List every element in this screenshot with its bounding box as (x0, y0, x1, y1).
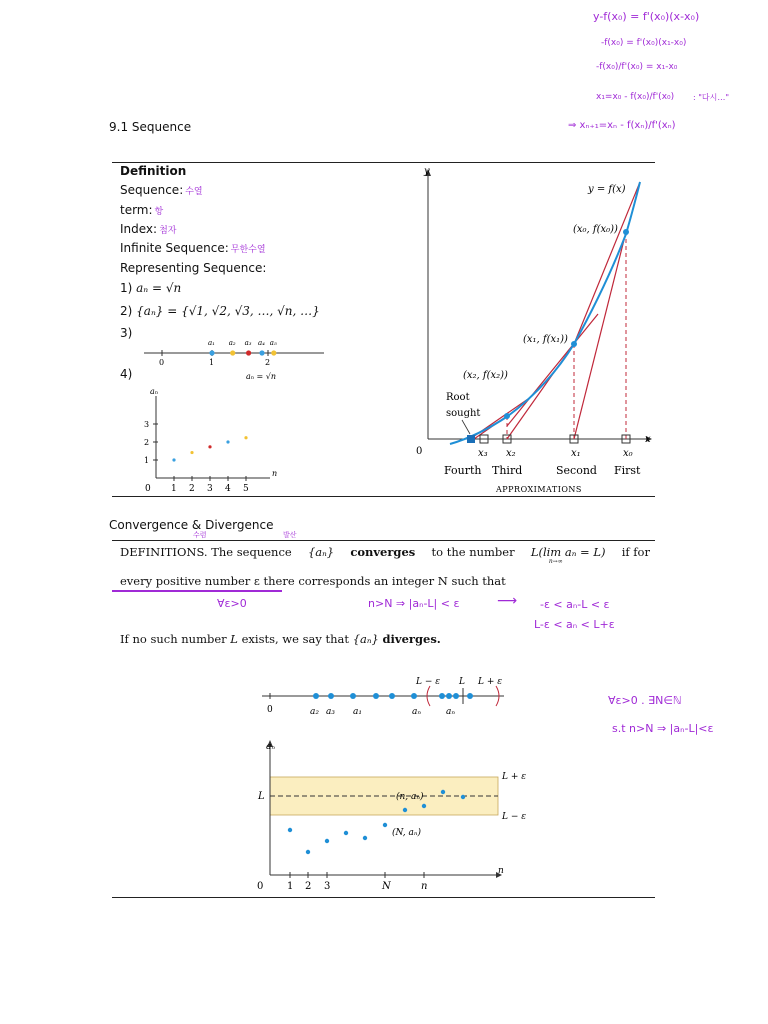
note-newton-formula: ⇒ xₙ₊₁=xₙ - f(xₙ)/f'(xₙ) (568, 120, 676, 131)
conv-numline-below-label: aₙ (446, 707, 456, 717)
item-4-num: 4) (120, 367, 133, 381)
conv-numline-labels-above (415, 677, 502, 687)
minigraph-ytick-label: 3 (144, 420, 150, 429)
def-seq-symbol: {aₙ} (307, 545, 335, 559)
newton-x-axis-label: x (645, 434, 651, 445)
annot-divergence: 발산 (283, 531, 297, 539)
minigraph-xtick-label: 4 (225, 484, 231, 494)
div-mid: exists, we say that (241, 632, 350, 646)
annot-convergence: 수렴 (193, 531, 207, 539)
conv-xtick-label: 0 (257, 881, 264, 892)
newton-curve-label: y = f(x) (588, 184, 626, 195)
conv-graph-L: L (258, 791, 265, 802)
sequence-line (120, 183, 203, 197)
def-limit-L: L (530, 545, 539, 559)
note-inequality-2: L-ε < aₙ < L+ε (534, 618, 615, 631)
definition-underline (112, 590, 282, 592)
newton-y-axis-label: y (424, 166, 430, 177)
conv-numline-point (373, 693, 379, 699)
definition-bottom-rule (112, 496, 655, 497)
item-2-num: 2) (120, 304, 133, 318)
definition-text-line-2: every positive number ε there corresponds an integer N such that (120, 574, 506, 588)
minigraph-points (172, 436, 247, 461)
conv-graph-point (422, 804, 426, 808)
newton-ordinal: First (614, 464, 641, 477)
term-line (120, 203, 163, 217)
numline-tick-0: 0 (159, 358, 165, 367)
newton-method-figure (408, 164, 656, 496)
def-limit-expr: (lim aₙ = L) (538, 545, 606, 559)
def-limit-sub: n→∞ (548, 558, 563, 565)
index-line (120, 222, 176, 236)
conv-graph-point-n: (n, aₙ) (396, 792, 424, 802)
conv-xtick-label: 2 (305, 881, 312, 892)
numline-labels (208, 339, 277, 347)
conv-graph-point (306, 850, 310, 854)
minigraph-xtick-label: 5 (243, 484, 249, 494)
sqrt-number-line (140, 333, 330, 385)
minigraph-point-2 (190, 451, 193, 454)
minigraph-point-1 (172, 458, 175, 461)
note-step-1: -f(x₀) = f'(x₀)(x₁-x₀) (601, 38, 687, 48)
conv-numline-above-label: L − ε (416, 677, 441, 687)
minigraph-point-4 (226, 440, 229, 443)
sqrt-mini-graph (142, 388, 292, 496)
conv-graph-point (344, 831, 348, 835)
conv-numline-point (467, 693, 473, 699)
index-label: Index: (120, 222, 158, 236)
note-step-3-comment: : "다시…" (693, 93, 730, 102)
div-seq: {aₙ} (352, 632, 379, 646)
conv-graph-ylabel: aₙ (266, 742, 276, 752)
conv-graph-point-N: (N, aₙ) (392, 828, 422, 838)
tangent-line-0 (574, 232, 626, 439)
note-inequality-1: -ε < aₙ-L < ε (540, 598, 610, 611)
conv-numline-point (411, 693, 417, 699)
numline-tick-2: 2 (265, 358, 271, 367)
side-note-1: ∀ε>0 . ∃N∈ℕ (608, 694, 682, 707)
newton-point-0 (623, 229, 629, 235)
minigraph-point-3 (208, 445, 211, 448)
minigraph-xticks (145, 476, 249, 494)
newton-ordinal: Third (492, 464, 523, 477)
newton-caption: APPROXIMATIONS (496, 485, 582, 494)
note-forall-epsilon: ∀ε>0 (217, 597, 247, 610)
newton-point-0-label: (x₀, f(x₀)) (573, 224, 618, 235)
definition-text-line-3 (120, 632, 441, 646)
convergence-graph (250, 735, 527, 895)
newton-root-label-2: sought (446, 408, 481, 419)
newton-xticks (478, 448, 633, 459)
infinite-line (120, 241, 266, 255)
item-2-expr: {aₙ} = {√1, √2, √3, …, √n, …} (136, 304, 320, 318)
numline-tick-1: 1 (209, 358, 215, 367)
section-title: 9.1 Sequence (109, 120, 192, 134)
newton-xtick: x₂ (506, 448, 516, 459)
conv-numline-point (453, 693, 459, 699)
conv-numline-labels-below (310, 707, 455, 717)
numline-label-a1: a₁ (208, 339, 215, 347)
conv-numline-point (446, 693, 452, 699)
newton-ordinals (444, 464, 641, 477)
numline-point-a4 (259, 350, 264, 355)
side-note-2: s.t n>N ⇒ |aₙ-L|<ε (612, 722, 714, 735)
newton-point-1 (571, 341, 577, 347)
infinite-label: Infinite Sequence: (120, 241, 229, 255)
representing-label: Representing Sequence: (120, 261, 267, 275)
conv-graph-point (363, 836, 367, 840)
newton-point-2 (504, 413, 510, 419)
newton-xtick: x₃ (478, 448, 488, 459)
numline-point-a2 (230, 350, 235, 355)
conv-numline-point (328, 693, 334, 699)
item-1-expr: aₙ = √n (136, 281, 182, 295)
minigraph-xtick-label: 3 (207, 484, 213, 494)
term-label: term: (120, 203, 153, 217)
conv-graph-lower: L − ε (502, 812, 527, 822)
note-step-3: x₁=x₀ - f(x₀)/f'(x₀) (596, 92, 675, 102)
note-implies: n>N ⇒ |aₙ-L| < ε (368, 597, 460, 610)
conv-graph-point (288, 828, 292, 832)
minigraph-xtick-label: 1 (171, 484, 177, 494)
newton-origin: 0 (416, 446, 423, 457)
index-note: 첨자 (159, 226, 177, 236)
minigraph-ytick-label: 2 (144, 438, 150, 447)
root-marker (467, 435, 475, 443)
div-pre: If no such number (120, 632, 227, 646)
numline-label-a3: a₃ (244, 339, 252, 347)
conv-xtick-label: 1 (287, 881, 294, 892)
minigraph-ytick-label: 1 (144, 456, 150, 465)
minigraph-xtick-label: 2 (189, 484, 195, 494)
item-3-num: 3) (120, 326, 133, 340)
newton-ordinal: Fourth (444, 464, 482, 477)
note-arrow: ⟶ (497, 593, 518, 609)
def-converges: converges (350, 545, 416, 559)
minigraph-xtick-label: 0 (145, 484, 151, 494)
conv-graph-point (403, 808, 407, 812)
top-rule (112, 162, 655, 163)
definition-text-line-1 (120, 545, 650, 565)
newton-xtick: x₁ (571, 448, 581, 459)
numline-point-a5 (271, 350, 276, 355)
minigraph-ylabel: aₙ (150, 387, 159, 396)
tangent-line-4 (507, 314, 598, 426)
definition-heading: Definition (120, 164, 187, 178)
conv-numline-below-label: a₂ (310, 707, 319, 717)
convergence-title: Convergence & Divergence (109, 518, 274, 532)
conv-numline-point (313, 693, 319, 699)
convergence-top-rule (112, 540, 655, 541)
conv-numline-below-label: a₃ (326, 707, 335, 717)
numline-point-a1 (209, 350, 214, 355)
conv-graph-xlabel: n (498, 866, 504, 876)
conv-xtick-label: 3 (324, 881, 331, 892)
conv-graph-point (325, 839, 329, 843)
conv-graph-upper: L + ε (502, 772, 527, 782)
tangent-line-3 (574, 182, 640, 344)
convergence-bottom-rule (112, 897, 655, 898)
conv-numline-above-label: L + ε (478, 677, 503, 687)
newton-point-2-label: (x₂, f(x₂)) (463, 370, 508, 381)
div-L: L (230, 632, 238, 646)
conv-numline-below-label: a₁ (353, 707, 362, 717)
note-step-2: -f(x₀)/f'(x₀) = x₁-x₀ (596, 62, 678, 72)
conv-numline-above-label: L (459, 677, 465, 687)
numline-label-a2: a₂ (228, 339, 236, 347)
conv-numline-origin: 0 (267, 705, 273, 715)
def-intro: DEFINITIONS. The sequence (120, 545, 292, 559)
convergence-number-line (258, 672, 508, 722)
numline-caption: aₙ = √n (246, 372, 277, 381)
newton-ordinal: Second (556, 464, 597, 477)
conv-numline-point (350, 693, 356, 699)
item-2 (120, 304, 320, 318)
conv-xtick-label: n (421, 881, 428, 892)
newton-tangent-lines (470, 182, 640, 439)
sequence-note: 수열 (185, 187, 203, 197)
newton-xtick: x₀ (623, 448, 633, 459)
newton-curve (450, 182, 640, 444)
def-to-number: to the number (431, 545, 515, 559)
def-if-for: if for (621, 545, 650, 559)
sequence-label: Sequence: (120, 183, 184, 197)
note-tangent-line: y-f(x₀) = f'(x₀)(x-x₀) (593, 10, 700, 23)
newton-curve-points (504, 229, 629, 419)
numline-label-a4: a₄ (258, 339, 265, 347)
item-1 (120, 281, 181, 295)
conv-graph-point (441, 790, 445, 794)
newton-root-label-1: Root (446, 392, 470, 403)
conv-numline-point (439, 693, 445, 699)
item-1-num: 1) (120, 281, 133, 295)
numline-label-a5: a₅ (269, 339, 277, 347)
infinite-note: 무한수열 (230, 245, 266, 255)
div-word: diverges. (382, 632, 441, 646)
conv-numline-below-label: aₙ (412, 707, 422, 717)
newton-point-1-label: (x₁, f(x₁)) (523, 334, 568, 345)
term-note: 항 (154, 207, 164, 217)
numline-point-a3 (246, 350, 251, 355)
minigraph-point-5 (244, 436, 247, 439)
conv-graph-point (461, 795, 465, 799)
conv-graph-point (383, 823, 387, 827)
minigraph-xlabel: n (272, 469, 278, 478)
conv-xtick-label: N (382, 881, 391, 892)
conv-numline-point (389, 693, 395, 699)
